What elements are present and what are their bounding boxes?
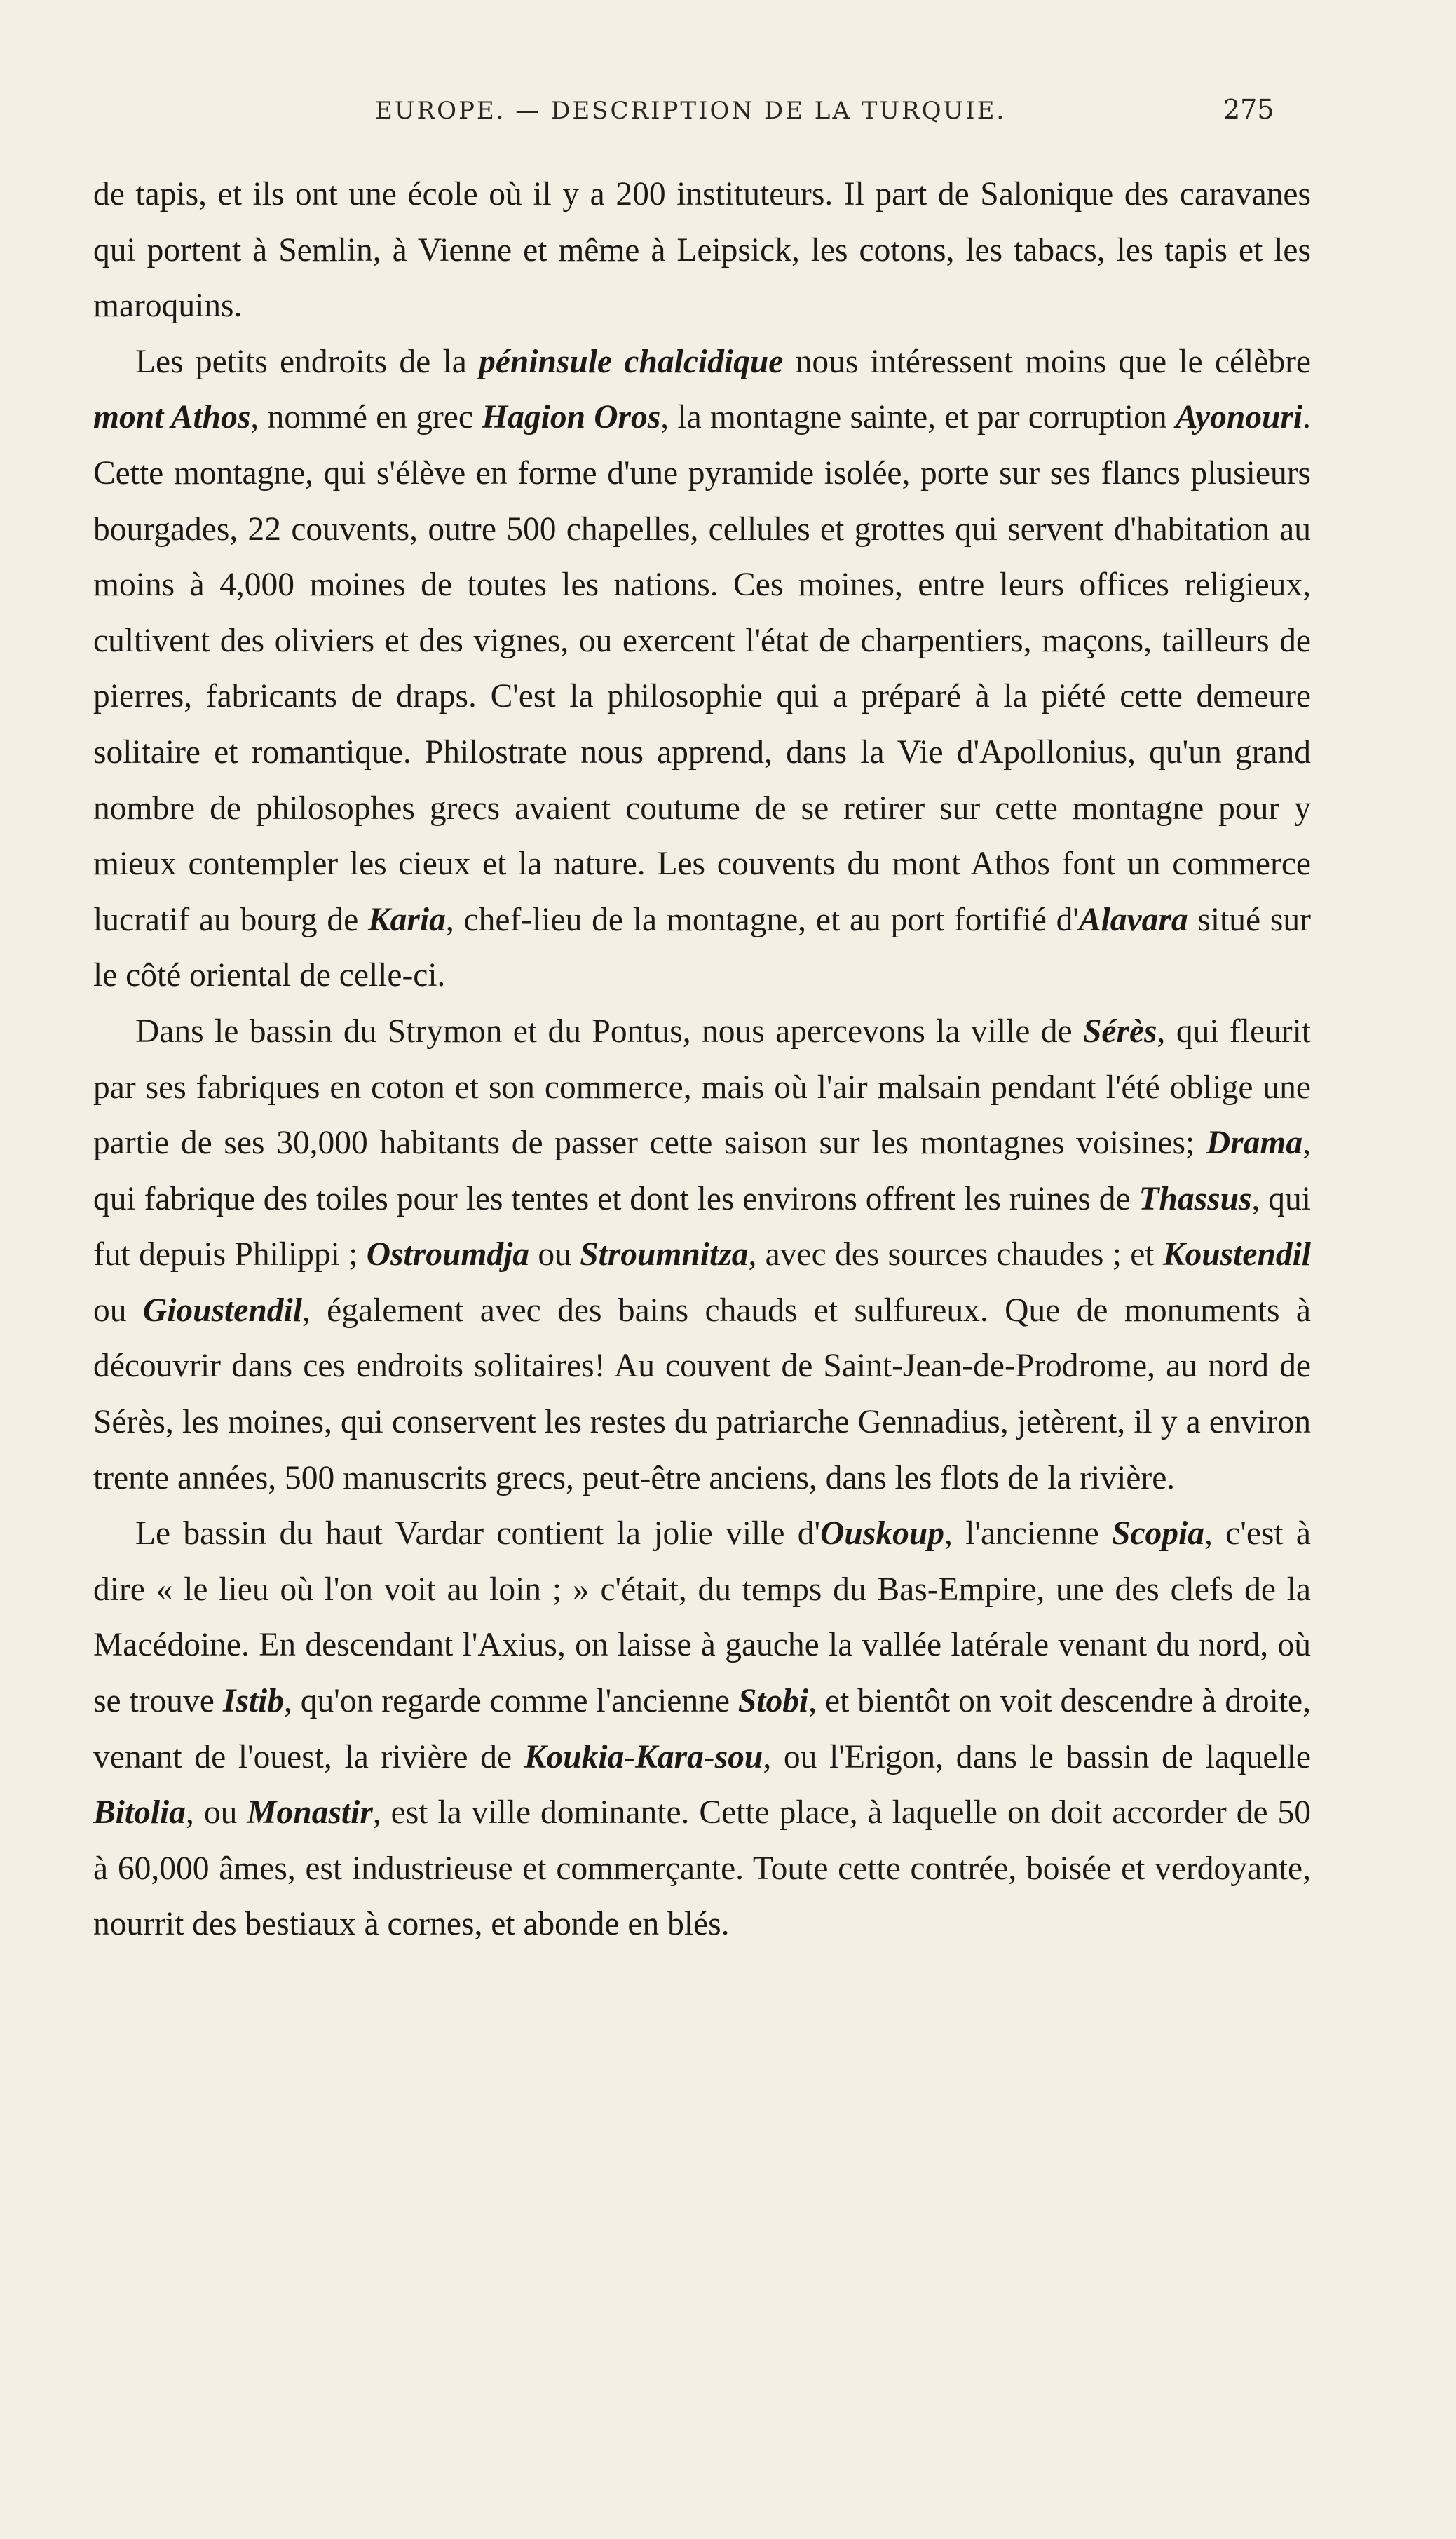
text-run: situé sur le côté oriental de celle-ci. (93, 901, 1311, 994)
text-run: , qui fleurit par ses fabriques en coton et son commerce, mais où l'air malsain pendant l'été oblige une partie de ses 30,000 habitants de passer cette saison sur les montagnes voisines; (93, 1013, 1311, 1162)
paragraph (93, 1506, 1311, 1953)
italic-term: Alavara (1078, 901, 1188, 938)
text-run: , l'ancienne (944, 1515, 1113, 1552)
text-run: Le bassin du haut Vardar contient la jolie ville d' (135, 1515, 821, 1552)
text-run: , qui fabrique des toiles pour les tentes et dont les environs offrent les ruines de (93, 1125, 1311, 1217)
italic-term: Thassus (1138, 1180, 1252, 1217)
text-run: , est la ville dominante. Cette place, à laquelle on doit accorder de 50 à 60,000 âmes, est industrieuse et commerçante. Toute cette contrée, boisée et verdoyante, nourrit des bestiaux à cornes, et abonde en blés. (93, 1794, 1312, 1943)
text-run: , également avec des bains chauds et sulfureux. Que de monuments à découvrir dans ces endroits solitaires! Au couvent de Saint-Jean-de-Prodrome, au nord de Sérès, les moines, qui conservent les restes du patriarche Gennadius, jetèrent, il y a environ trente années, 500 manuscrits grecs, peut-être anciens, dans les flots de la rivière. (93, 1292, 1312, 1496)
italic-term: Istib (222, 1683, 284, 1720)
text-run: . Cette montagne, qui s'élève en forme d'une pyramide isolée, porte sur ses flancs plusieurs bourgades, 22 couvents, outre 500 chapelles, cellules et grottes qui servent d'habitation au moins à 4,000 moines de toutes les nations. Ces moines, entre leurs offices religieux, cultivent des oliviers et des vignes, ou exercent l'état de charpentiers, maçons, tailleurs de pierres, fabricants de draps. C'est la philosophie qui a préparé à la piété cette demeure solitaire et romantique. Philostrate nous apprend, dans la Vie d'Apollonius, qu'un grand nombre de philosophes grecs avaient coutume de se retirer sur cette montagne pour y mieux contempler les cieux et la nature. Les couvents du mont Athos font un commerce lucratif au bourg de (93, 399, 1311, 938)
italic-term: Monastir (247, 1794, 373, 1832)
text-run: , ou (185, 1794, 247, 1832)
italic-term: Ostroumdja (366, 1236, 530, 1273)
text-run: , qui fut depuis Philippi ; (93, 1180, 1311, 1273)
paragraph (93, 334, 1311, 1004)
italic-term: Karia (368, 901, 446, 938)
text-run: Les petits endroits de la (135, 343, 479, 380)
page-number: 275 (1223, 94, 1274, 125)
italic-term: Stroumnitza (580, 1236, 749, 1273)
text-run: , et bientôt on voit descendre à droite, venant de l'ouest, la rivière de (93, 1683, 1311, 1775)
text-run: nous intéressent moins que le célèbre (783, 343, 1311, 380)
text-run: de tapis, et ils ont une école où il y a 200 instituteurs. Il part de Salonique des caravanes qui portent à Semlin, à Vienne et même à Leipsick, les cotons, les tabacs, les tapis et les maroquins. (93, 176, 1311, 325)
text-run: , la montagne sainte, et par corruption (660, 399, 1176, 436)
italic-term: Koustendil (1162, 1236, 1312, 1273)
text-run: Dans le bassin du Strymon et du Pontus, nous apercevons la ville de (135, 1013, 1083, 1050)
italic-term: mont Athos (93, 399, 251, 436)
page-header (0, 94, 1456, 139)
italic-term: péninsule chalcidique (479, 343, 784, 380)
text-run: , chef-lieu de la montagne, et au port fortifié d' (445, 901, 1079, 938)
text-run: ou (529, 1236, 580, 1273)
italic-term: Scopia (1112, 1515, 1204, 1552)
italic-term: Drama (1206, 1125, 1303, 1162)
paragraph (93, 167, 1311, 334)
text-run: , c'est à dire « le lieu où l'on voit au loin ; » c'était, du temps du Bas-Empire, une des clefs de la Macédoine. En descendant l'Axius, on laisse à gauche la vallée latérale venant du nord, où se trouve (93, 1515, 1311, 1720)
text-run: , nommé en grec (250, 399, 482, 436)
italic-term: Koukia-Kara-sou (524, 1738, 763, 1775)
paragraph (93, 1004, 1311, 1506)
text-run: ou (93, 1292, 143, 1329)
body-text (93, 167, 1311, 1953)
text-run: , avec des sources chaudes ; et (748, 1236, 1163, 1273)
italic-term: Hagion Oros (482, 399, 661, 436)
text-run: , qu'on regarde comme l'ancienne (283, 1683, 738, 1720)
italic-term: Ouskoup (820, 1515, 944, 1552)
running-title: EUROPE. — DESCRIPTION DE LA TURQUIE. (375, 97, 1007, 125)
italic-term: Sérès (1082, 1013, 1157, 1050)
italic-term: Stobi (737, 1683, 809, 1720)
italic-term: Gioustendil (142, 1292, 302, 1329)
italic-term: Bitolia (93, 1794, 186, 1832)
italic-term: Ayonouri (1175, 399, 1303, 436)
text-run: , ou l'Erigon, dans le bassin de laquelle (763, 1738, 1311, 1775)
